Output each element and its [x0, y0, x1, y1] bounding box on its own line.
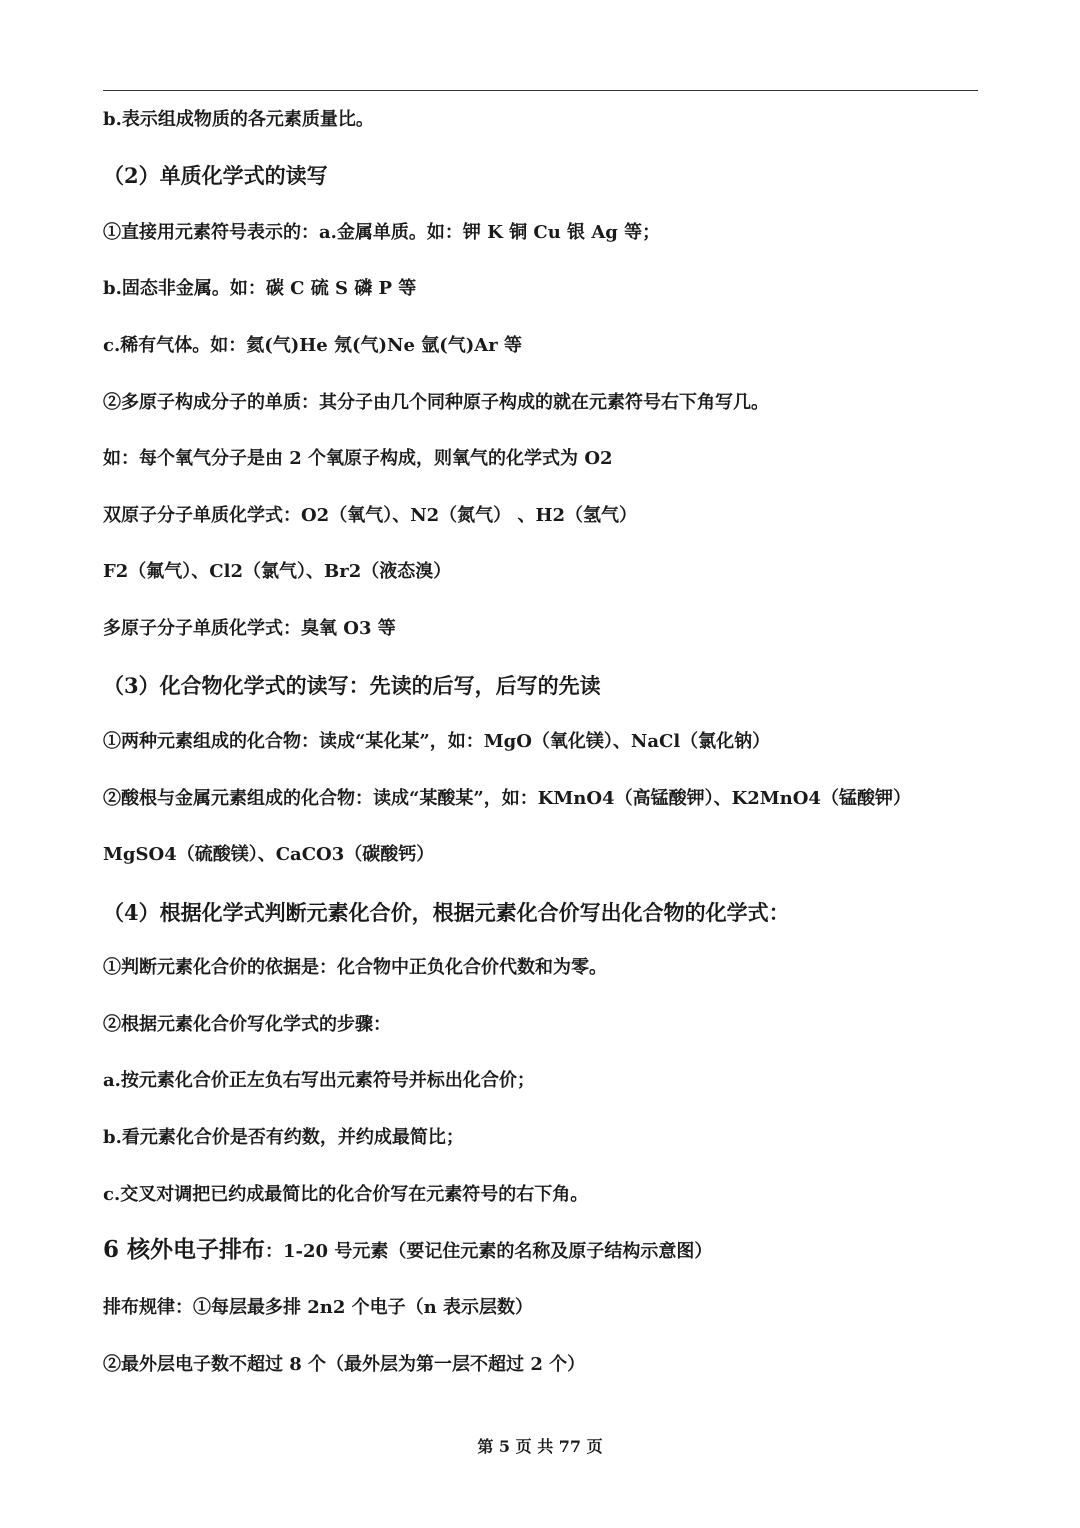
section-6-text: ：1-20 号元素（要记住元素的名称及原子结构示意图）	[265, 1241, 713, 1262]
text-line: ②酸根与金属元素组成的化合物：读成“某酸某”，如：KMnO4（高锰酸钾）、K2MnO4（锰酸钾）	[103, 788, 911, 809]
section-heading: （3）化合物化学式的读写：先读的后写，后写的先读	[103, 673, 601, 698]
text-line: ②根据元素化合价写化学式的步骤：	[103, 1014, 391, 1035]
text-line: F2（氟气）、Cl2（氯气）、Br2（液态溴）	[103, 561, 452, 582]
text-line: ①两种元素组成的化合物：读成“某化某”，如：MgO（氧化镁）、NaCl（氯化钠）	[103, 731, 771, 752]
text-line: ②最外层电子数不超过 8 个（最外层为第一层不超过 2 个）	[103, 1354, 586, 1375]
text-line: c.交叉对调把已约成最简比的化合价写在元素符号的右下角。	[103, 1184, 589, 1205]
text-line: ①判断元素化合价的依据是：化合物中正负化合价代数和为零。	[103, 957, 607, 978]
text-line: c.稀有气体。如：氦(气)He 氖(气)Ne 氩(气)Ar 等	[103, 335, 522, 356]
page-footer: 第 5 页 共 77 页	[477, 1437, 603, 1456]
text-line: b.固态非金属。如：碳 C 硫 S 磷 P 等	[103, 278, 417, 299]
text-line: 如：每个氧气分子是由 2 个氧原子构成，则氧气的化学式为 O2	[103, 448, 613, 469]
text-line: 排布规律：①每层最多排 2n2 个电子（n 表示层数）	[103, 1297, 534, 1318]
header-rule	[103, 90, 978, 91]
text-line: b.表示组成物质的各元素质量比。	[103, 109, 374, 130]
section-6-line	[103, 1238, 712, 1264]
text-line: a.按元素化合价正左负右写出元素符号并标出化合价；	[103, 1070, 535, 1091]
text-line: ①直接用元素符号表示的：a.金属单质。如：钾 K 铜 Cu 银 Ag 等；	[103, 222, 661, 243]
text-line: b.看元素化合价是否有约数，并约成最简比；	[103, 1127, 464, 1148]
text-line: 双原子分子单质化学式：O2（氧气）、N2（氮气） 、H2（氢气）	[103, 505, 637, 526]
section-heading: （4）根据化学式判断元素化合价，根据元素化合价写出化合物的化学式：	[103, 900, 790, 925]
section-heading: （2）单质化学式的读写	[103, 163, 328, 188]
section-6-heading: 6 核外电子排布	[103, 1236, 266, 1263]
text-line: ②多原子构成分子的单质：其分子由几个同种原子构成的就在元素符号右下角写几。	[103, 392, 769, 413]
text-line: MgSO4（硫酸镁）、CaCO3（碳酸钙）	[103, 844, 435, 865]
text-line: 多原子分子单质化学式：臭氧 O3 等	[103, 618, 396, 639]
